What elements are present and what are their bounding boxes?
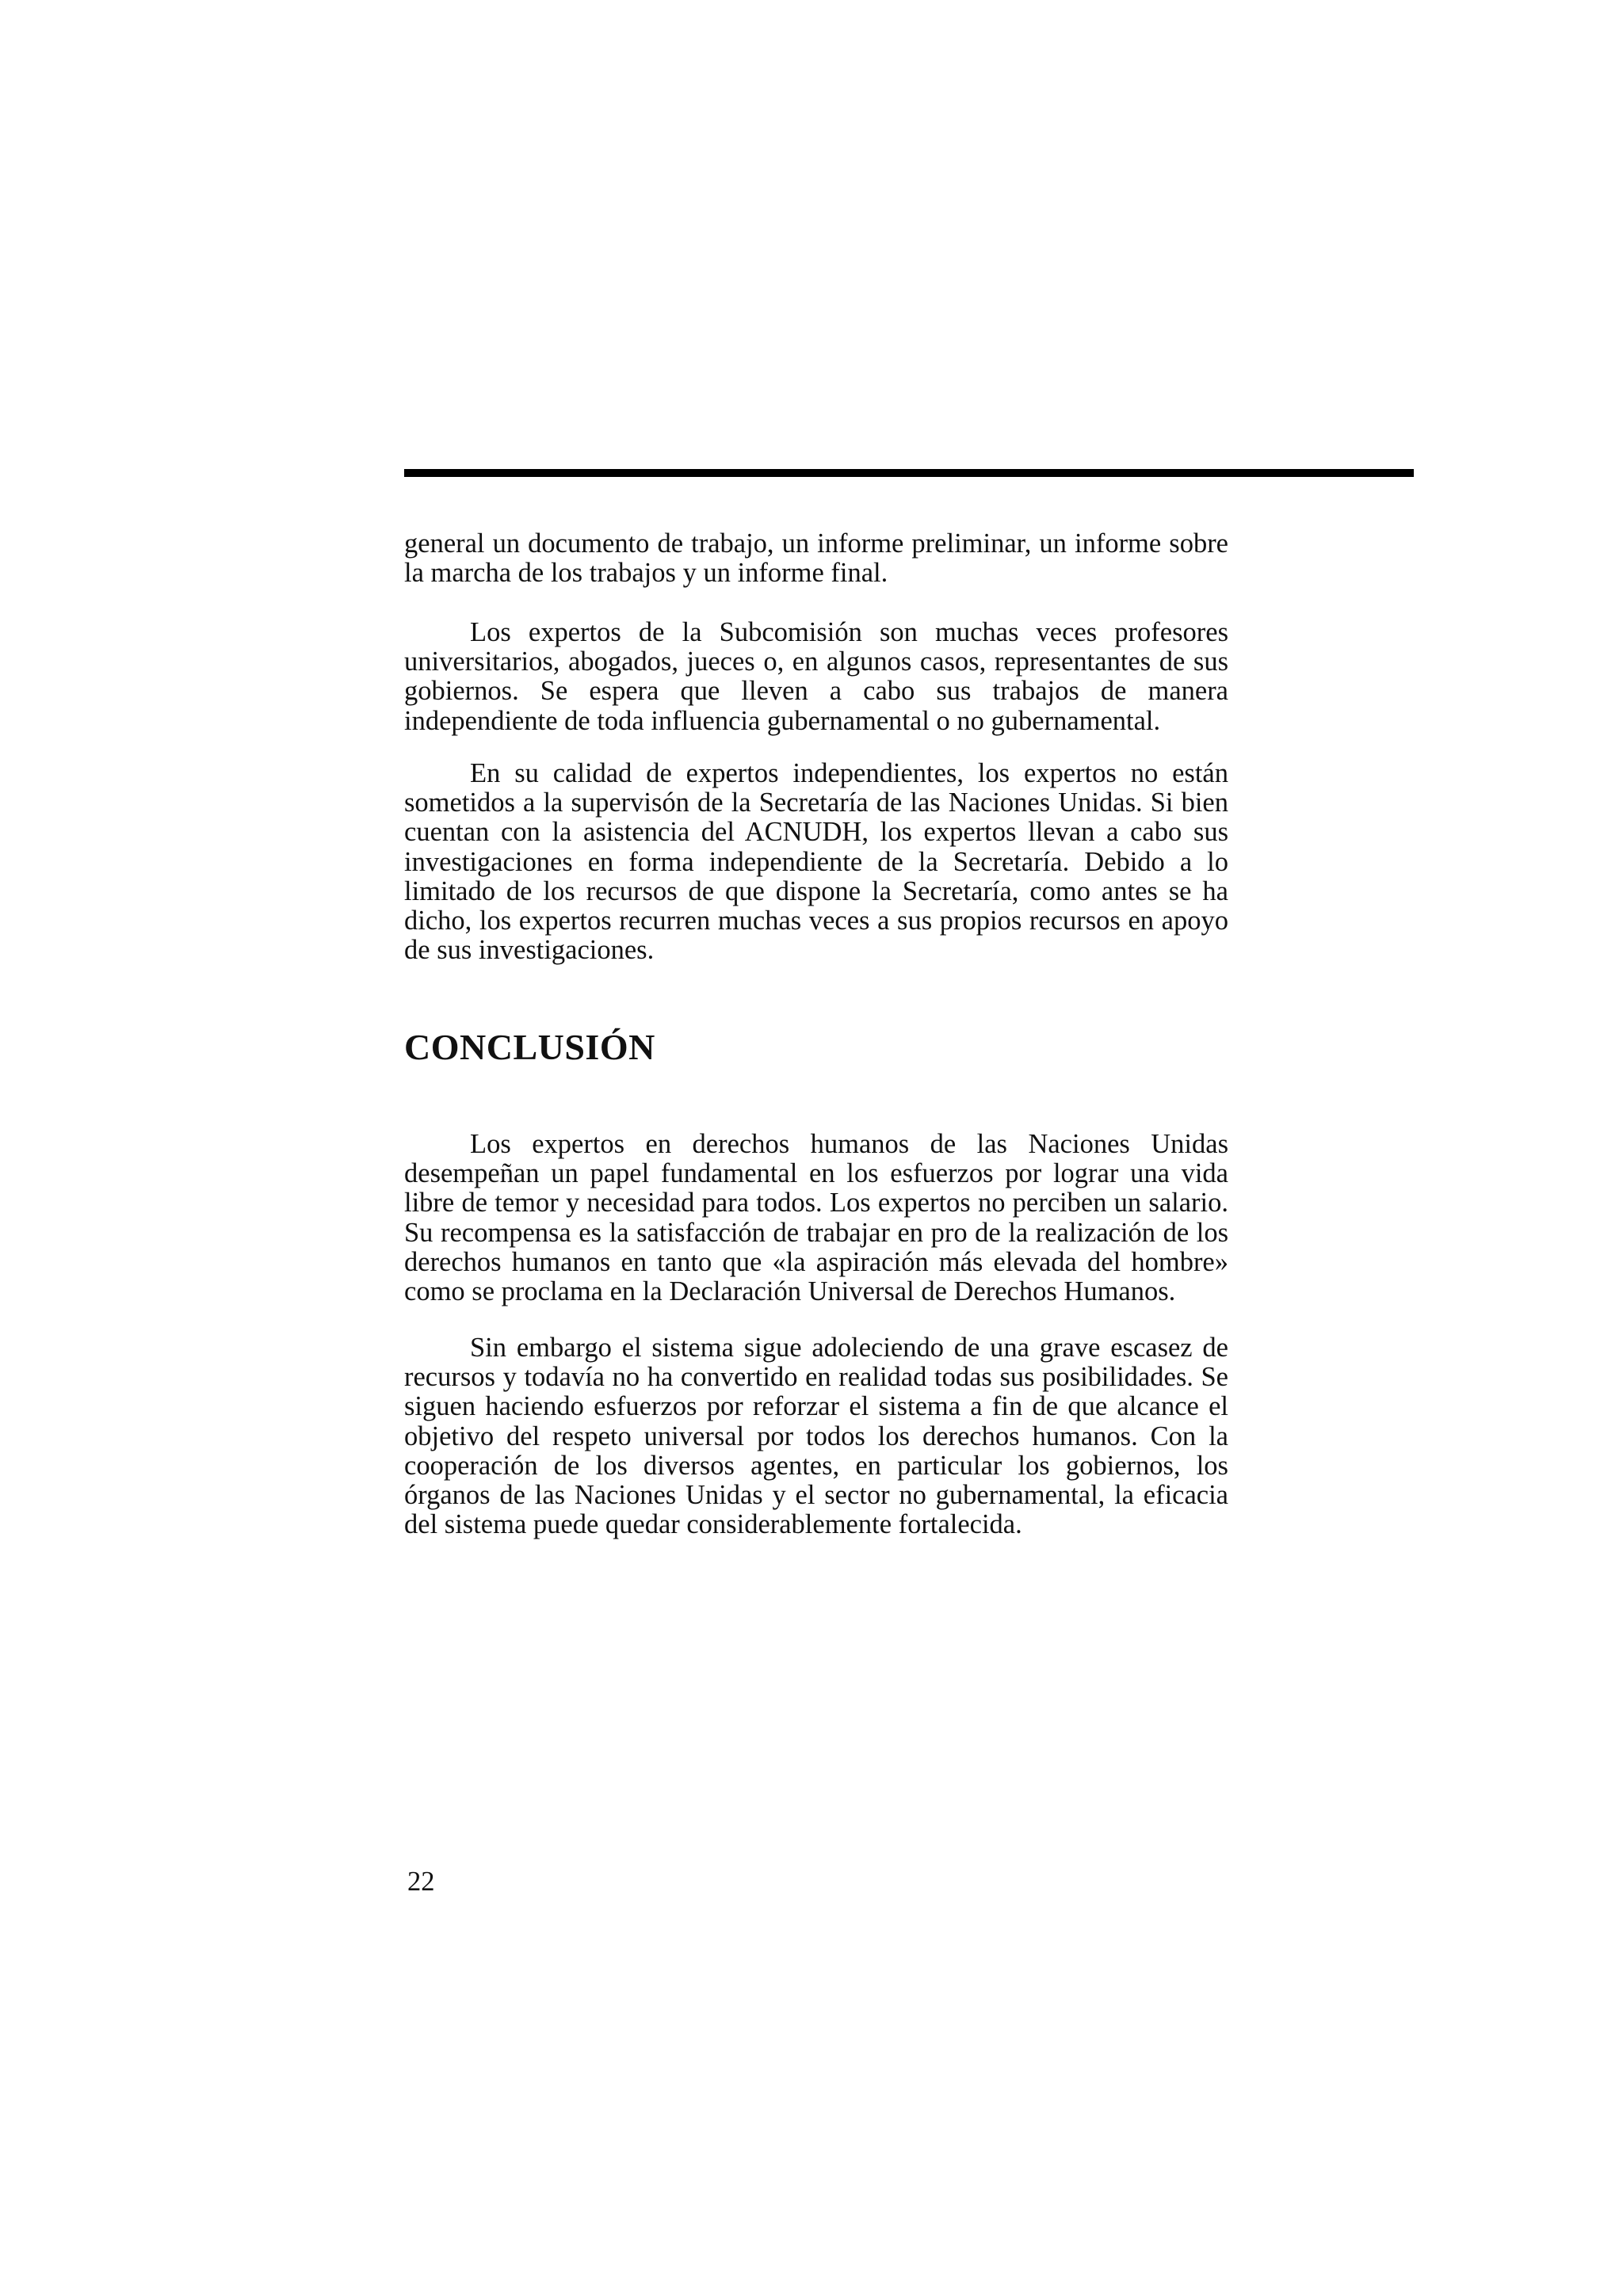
page-number: 22 <box>407 1867 435 1897</box>
paragraph-independent-experts: En su calidad de expertos independientes, los expertos no están sometidos a la supervisón de la Secretaría de las Naciones Unidas. Si bien cuentan con la asistencia del ACNUDH, los expertos llevan a cabo sus investigaciones en forma independiente de la Secretaría. Debido a lo limitado de los recursos de que dispone la Secretaría, como antes se ha dicho, los expertos recurren muchas veces a sus propios recursos en apoyo de sus investigaciones. <box>404 758 1228 966</box>
header-rule <box>404 469 1414 477</box>
paragraph-subcommission-experts: Los expertos de la Subcomisión son muchas veces profesores universitarios, abogados, jueces o, en algunos casos, representantes de sus gobiernos. Se espera que lleven a cabo sus trabajos de manera independiente de toda influencia gubernamental o no gubernamental. <box>404 617 1228 736</box>
paragraph-conclusion-role: Los expertos en derechos humanos de las Naciones Unidas desempeñan un papel fundamental en los esfuerzos por lograr una vida libre de temor y necesidad para todos. Los expertos no perciben un salario. Su recompensa es la satisfacción de trabajar en pro de la realización de los derechos humanos en tanto que «la aspiración más elevada del hombre» como se proclama en la Declaración Universal de Derechos Humanos. <box>404 1129 1228 1307</box>
section-heading-conclusion: CONCLUSIÓN <box>404 1027 655 1067</box>
paragraph-continuation: general un documento de trabajo, un informe preliminar, un informe sobre la marcha de los trabajos y un informe final. <box>404 528 1228 589</box>
paragraph-conclusion-resources: Sin embargo el sistema sigue adoleciendo de una grave escasez de recursos y todavía no ha convertido en realidad todas sus posibilidades. Se siguen haciendo esfuerzos por reforzar el sistema a fin de que alcance el objetivo del respeto universal por todos los derechos humanos. Con la cooperación de los diversos agentes, en particular los gobiernos, los órganos de las Naciones Unidas y el sector no gubernamental, la eficacia del sistema puede quedar considerablemente fortalecida. <box>404 1333 1228 1540</box>
